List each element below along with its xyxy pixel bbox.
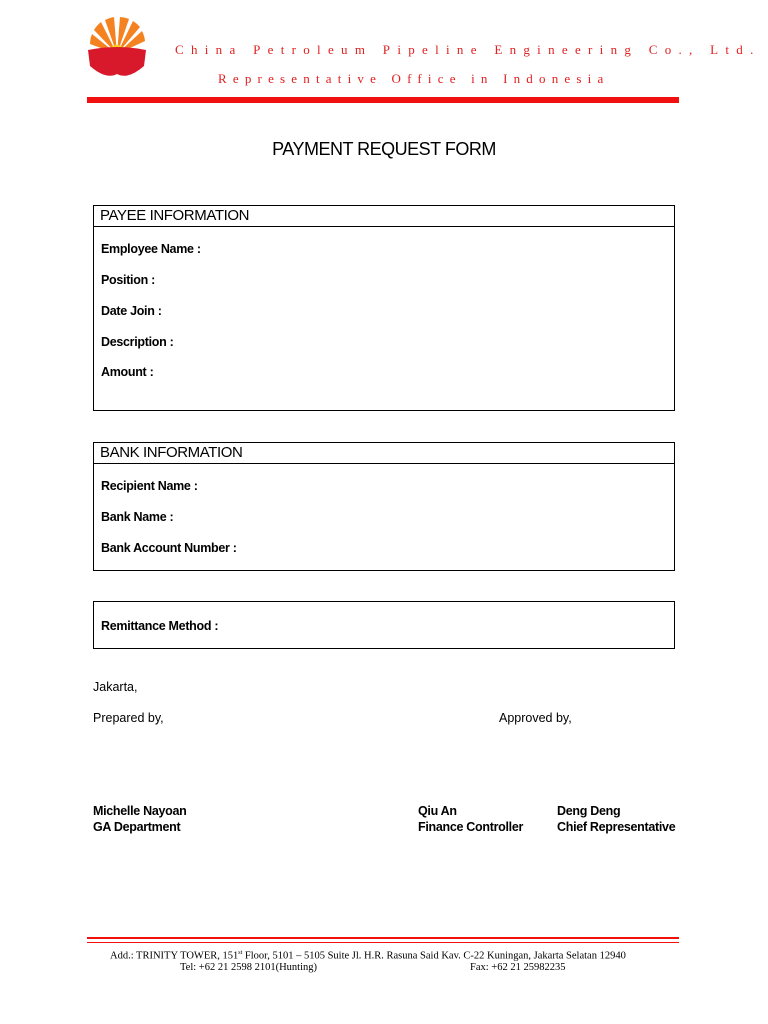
recipient-name-label: Recipient Name : — [101, 479, 198, 493]
form-title: PAYMENT REQUEST FORM — [272, 139, 496, 159]
company-logo-icon — [84, 14, 150, 80]
signatory-chief — [557, 803, 675, 835]
approved-by-label: Approved by, — [499, 711, 572, 725]
signatory-role: Chief Representative — [557, 820, 676, 834]
payee-information-section — [93, 205, 675, 411]
signatory-finance — [418, 803, 523, 835]
signatory-name: Michelle Nayoan — [93, 804, 187, 818]
signatory-name: Deng Deng — [557, 804, 621, 818]
footer-rule-thin — [87, 942, 679, 943]
company-name: China Petroleum Pipeline Engineering Co., Ltd. — [175, 42, 761, 57]
amount-label: Amount : — [101, 365, 154, 379]
footer-fax: Fax: +62 21 25982235 — [470, 962, 566, 973]
header-rule — [87, 97, 679, 103]
address-superscript: st — [238, 950, 243, 956]
employee-name-label: Employee Name : — [101, 242, 201, 256]
bank-account-number-label: Bank Account Number : — [101, 541, 237, 555]
signatory-role: Finance Controller — [418, 820, 524, 834]
signatory-role: GA Department — [93, 820, 181, 834]
bank-name-label: Bank Name : — [101, 510, 174, 524]
bank-information-section — [93, 442, 675, 571]
description-label: Description : — [101, 335, 174, 349]
address-suffix: Floor, 5101 – 5105 Suite Jl. H.R. Rasuna Said Kav. C-22 Kuningan, Jakarta Selatan 12940 — [242, 950, 626, 962]
remittance-section — [93, 601, 675, 649]
signatory-ga — [93, 803, 186, 835]
position-label: Position : — [101, 273, 155, 287]
prepared-by-label: Prepared by, — [93, 711, 164, 725]
date-join-label: Date Join : — [101, 304, 162, 318]
bank-information-heading: BANK INFORMATION — [94, 443, 674, 464]
footer-address — [110, 950, 626, 962]
footer-tel: Tel: +62 21 2598 2101(Hunting) — [180, 962, 318, 973]
remittance-method-label: Remittance Method : — [101, 619, 219, 633]
address-prefix: Add.: TRINITY TOWER, 151 — [110, 950, 239, 962]
footer-rule — [87, 937, 679, 939]
place-label: Jakarta, — [93, 680, 138, 694]
office-name: Representative Office in Indonesia — [218, 71, 610, 86]
payee-information-heading: PAYEE INFORMATION — [94, 206, 674, 227]
signatory-name: Qiu An — [418, 804, 457, 818]
